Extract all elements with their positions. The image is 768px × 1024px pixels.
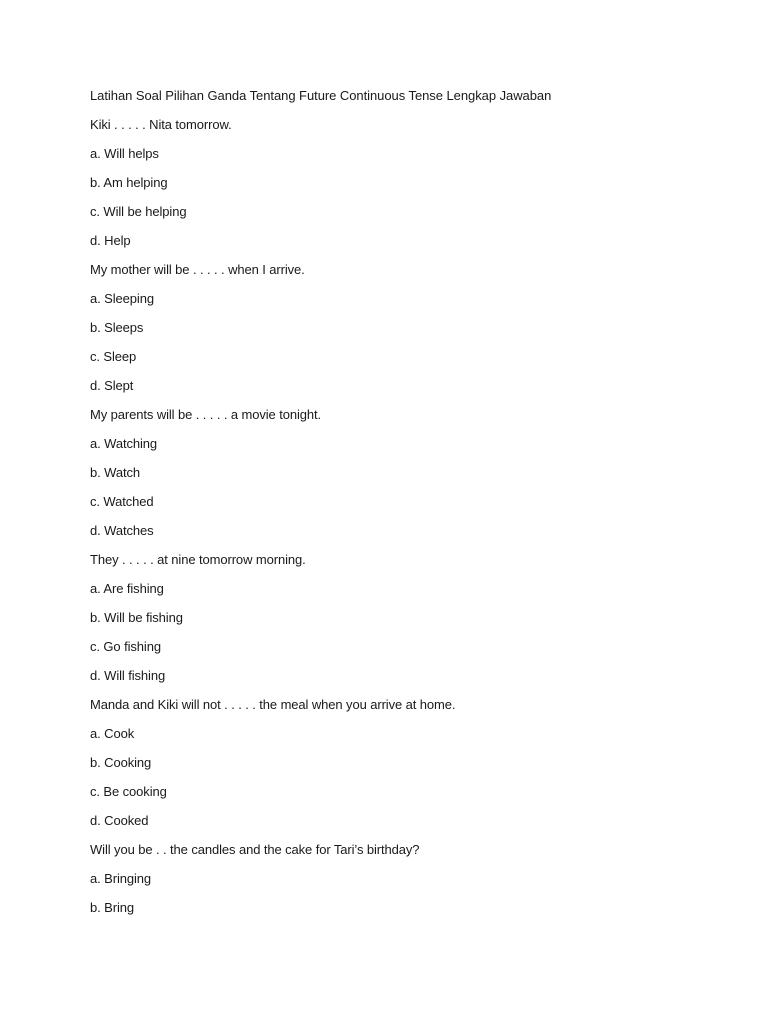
question-1-option-d: d. Help [90,233,131,248]
question-4-option-b: b. Will be fishing [90,610,183,625]
question-1-text: Kiki . . . . . Nita tomorrow. [90,117,232,132]
question-1-option-c: c. Will be helping [90,204,187,219]
question-4-text: They . . . . . at nine tomorrow morning. [90,552,306,567]
question-5-option-c: c. Be cooking [90,784,167,799]
question-block-5 [90,697,730,829]
question-5-option-b: b. Cooking [90,755,152,770]
question-3-text: My parents will be . . . . . a movie tonight. [90,407,322,422]
question-3-option-a: a. Watching [90,436,158,451]
question-5-option-a: a. Cook [90,726,135,741]
question-3-option-b: b. Watch [90,465,141,480]
question-4-option-a: a. Are fishing [90,581,164,596]
question-6-text: Will you be . . the candles and the cake for Tari’s birthday? [90,842,420,857]
document-title: Latihan Soal Pilihan Ganda Tentang Future Continuous Tense Lengkap Jawaban [90,88,552,103]
question-4-option-d: d. Will fishing [90,668,166,683]
question-2-option-d: d. Slept [90,378,134,393]
question-2-text: My mother will be . . . . . when I arrive. [90,262,305,277]
question-block-6 [90,842,730,916]
question-3-option-d: d. Watches [90,523,154,538]
question-1-option-b: b. Am helping [90,175,168,190]
document-page [90,88,730,929]
question-5-text: Manda and Kiki will not . . . . . the meal when you arrive at home. [90,697,456,712]
question-5-option-d: d. Cooked [90,813,149,828]
question-block-4 [90,552,730,684]
question-2-option-a: a. Sleeping [90,291,154,306]
question-2-option-b: b. Sleeps [90,320,144,335]
question-6-option-b: b. Bring [90,900,135,915]
question-block-2 [90,262,730,394]
question-2-option-c: c. Sleep [90,349,137,364]
question-block-3 [90,407,730,539]
question-3-option-c: c. Watched [90,494,154,509]
question-4-option-c: c. Go fishing [90,639,161,654]
question-1-option-a: a. Will helps [90,146,159,161]
question-block-1 [90,117,730,249]
question-6-option-a: a. Bringing [90,871,152,886]
